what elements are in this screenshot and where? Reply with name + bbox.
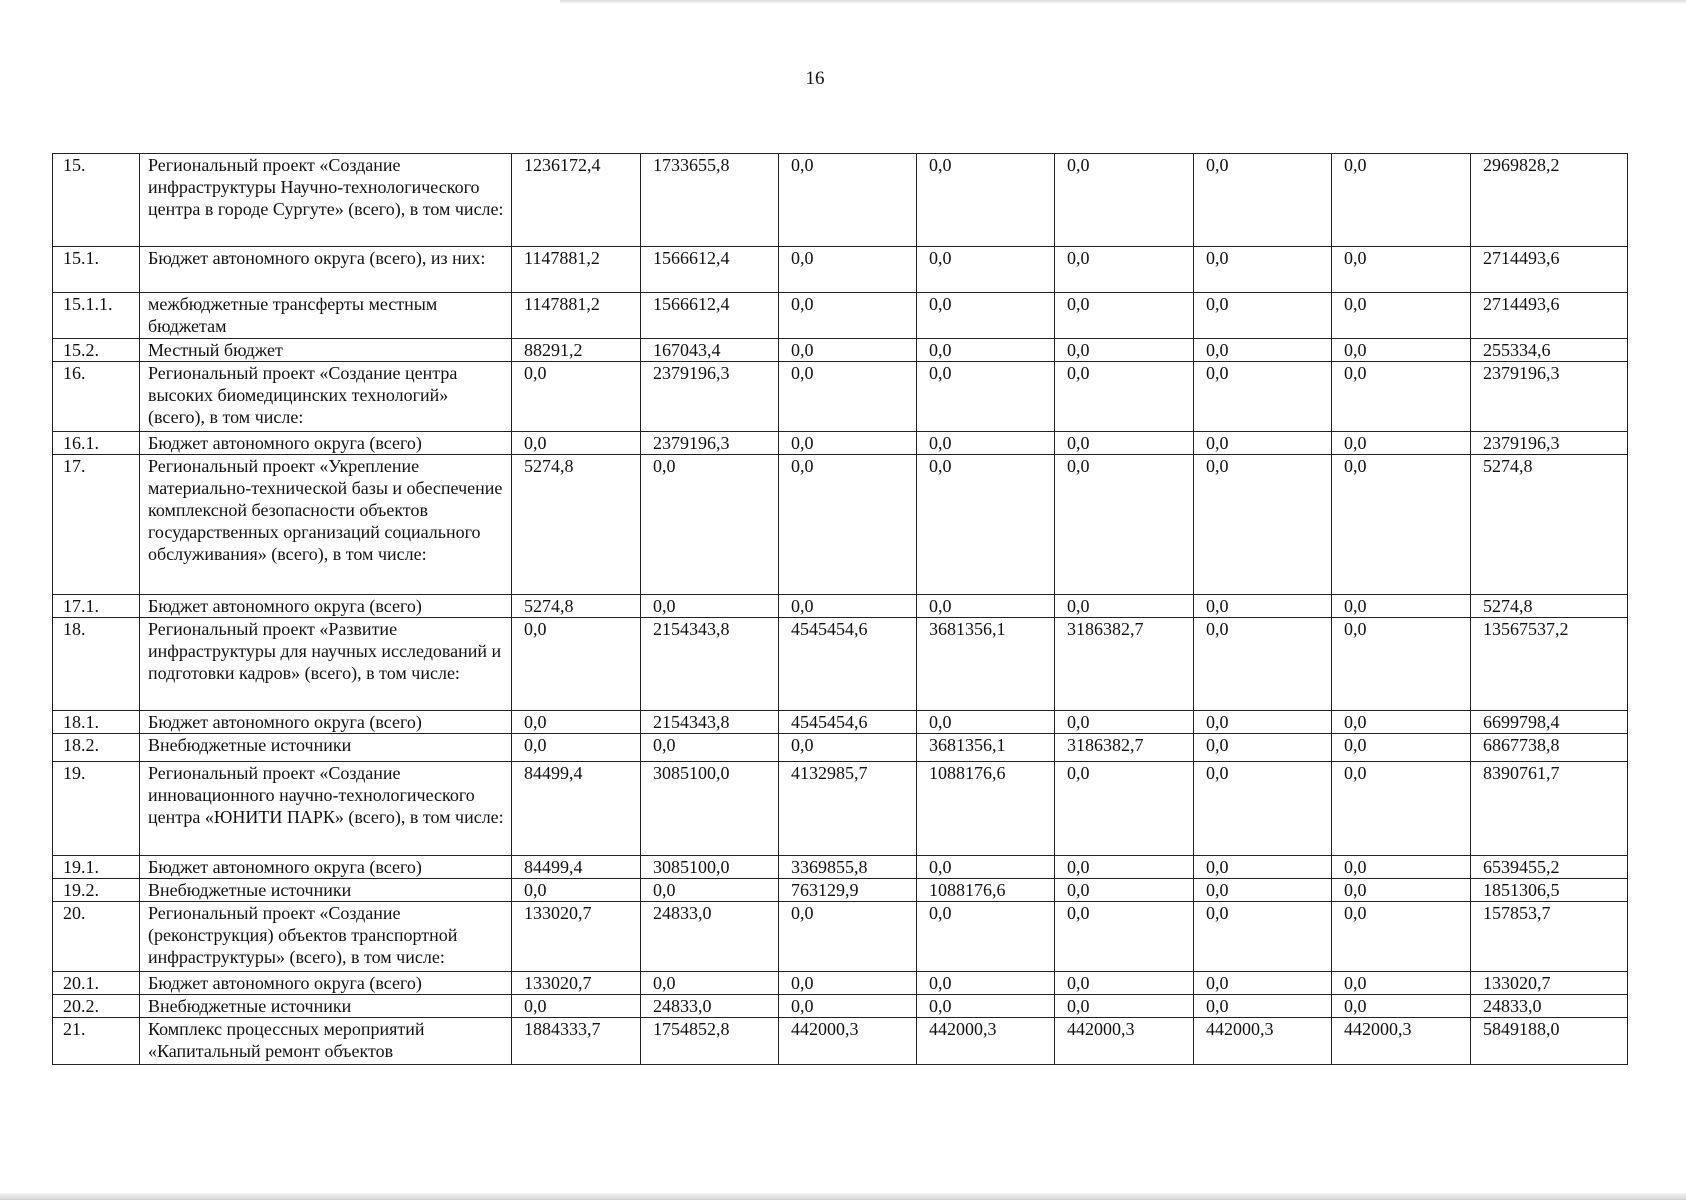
value-cell: 0,0	[1055, 762, 1194, 856]
value-cell: 0,0	[917, 856, 1055, 879]
row-name-cell: Региональный проект «Создание (реконструкция) объектов транспортной инфраструктуры» (всего), в том числе:	[140, 902, 512, 972]
row-number-cell: 15.1.1.	[53, 293, 140, 339]
row-number-cell: 20.1.	[53, 972, 140, 995]
table-row	[53, 856, 1628, 879]
value-cell: 1147881,2	[512, 247, 641, 293]
row-number-cell: 15.2.	[53, 339, 140, 362]
value-cell: 0,0	[779, 247, 917, 293]
value-cell: 442000,3	[917, 1018, 1055, 1065]
row-name-cell: Региональный проект «Укрепление материально-технической базы и обеспечение комплексной безопасности объектов государственных организаций социального обслуживания» (всего), в том числе:	[140, 455, 512, 595]
value-cell: 0,0	[779, 432, 917, 455]
value-cell: 84499,4	[512, 762, 641, 856]
table-row	[53, 618, 1628, 711]
value-cell: 0,0	[1055, 339, 1194, 362]
table-row	[53, 734, 1628, 762]
table-row	[53, 339, 1628, 362]
value-cell: 442000,3	[1194, 1018, 1332, 1065]
value-cell: 0,0	[1332, 972, 1471, 995]
table-body	[53, 154, 1628, 1065]
value-cell: 0,0	[1332, 618, 1471, 711]
value-cell: 3186382,7	[1055, 734, 1194, 762]
value-cell: 0,0	[1194, 432, 1332, 455]
value-cell: 1884333,7	[512, 1018, 641, 1065]
value-cell: 0,0	[1194, 362, 1332, 432]
value-cell: 0,0	[1055, 856, 1194, 879]
value-cell: 2714493,6	[1471, 293, 1628, 339]
value-cell: 3681356,1	[917, 618, 1055, 711]
value-cell: 8390761,7	[1471, 762, 1628, 856]
value-cell: 0,0	[779, 455, 917, 595]
value-cell: 0,0	[917, 247, 1055, 293]
value-cell: 2969828,2	[1471, 154, 1628, 247]
value-cell: 0,0	[1194, 247, 1332, 293]
row-name-cell: Бюджет автономного округа (всего)	[140, 595, 512, 618]
value-cell: 0,0	[1055, 293, 1194, 339]
row-number-cell: 19.	[53, 762, 140, 856]
value-cell: 442000,3	[1055, 1018, 1194, 1065]
row-number-cell: 19.1.	[53, 856, 140, 879]
row-number-cell: 17.	[53, 455, 140, 595]
value-cell: 0,0	[779, 995, 917, 1018]
value-cell: 3681356,1	[917, 734, 1055, 762]
value-cell: 0,0	[917, 972, 1055, 995]
row-number-cell: 21.	[53, 1018, 140, 1065]
value-cell: 5274,8	[512, 595, 641, 618]
row-name-cell: Региональный проект «Развитие инфраструктуры для научных исследований и подготовки кадров» (всего), в том числе:	[140, 618, 512, 711]
value-cell: 5274,8	[1471, 595, 1628, 618]
value-cell: 1088176,6	[917, 879, 1055, 902]
value-cell: 0,0	[1194, 902, 1332, 972]
row-number-cell: 16.1.	[53, 432, 140, 455]
value-cell: 0,0	[1055, 711, 1194, 734]
value-cell: 2379196,3	[1471, 432, 1628, 455]
value-cell: 0,0	[512, 711, 641, 734]
value-cell: 157853,7	[1471, 902, 1628, 972]
value-cell: 0,0	[1055, 432, 1194, 455]
table-row	[53, 972, 1628, 995]
value-cell: 1566612,4	[641, 247, 779, 293]
value-cell: 0,0	[1332, 995, 1471, 1018]
value-cell: 0,0	[512, 995, 641, 1018]
value-cell: 0,0	[779, 595, 917, 618]
value-cell: 88291,2	[512, 339, 641, 362]
table-row	[53, 154, 1628, 247]
value-cell: 1088176,6	[917, 762, 1055, 856]
value-cell: 0,0	[1194, 972, 1332, 995]
value-cell: 0,0	[1194, 154, 1332, 247]
value-cell: 1147881,2	[512, 293, 641, 339]
value-cell: 0,0	[512, 879, 641, 902]
table-row	[53, 995, 1628, 1018]
row-name-cell: межбюджетные трансферты местным бюджетам	[140, 293, 512, 339]
value-cell: 0,0	[1055, 995, 1194, 1018]
value-cell: 0,0	[1194, 339, 1332, 362]
value-cell: 0,0	[1194, 618, 1332, 711]
value-cell: 0,0	[1332, 339, 1471, 362]
value-cell: 0,0	[641, 595, 779, 618]
value-cell: 3186382,7	[1055, 618, 1194, 711]
value-cell: 1566612,4	[641, 293, 779, 339]
value-cell: 0,0	[779, 293, 917, 339]
row-number-cell: 18.2.	[53, 734, 140, 762]
value-cell: 0,0	[1332, 595, 1471, 618]
value-cell: 2379196,3	[641, 362, 779, 432]
scan-edge-top	[560, 0, 1686, 4]
value-cell: 1851306,5	[1471, 879, 1628, 902]
value-cell: 0,0	[1055, 902, 1194, 972]
row-name-cell: Внебюджетные источники	[140, 734, 512, 762]
value-cell: 0,0	[917, 154, 1055, 247]
value-cell: 0,0	[779, 972, 917, 995]
value-cell: 0,0	[1332, 856, 1471, 879]
budget-table	[52, 153, 1628, 1065]
row-name-cell: Внебюджетные источники	[140, 879, 512, 902]
value-cell: 442000,3	[779, 1018, 917, 1065]
value-cell: 133020,7	[512, 902, 641, 972]
value-cell: 3369855,8	[779, 856, 917, 879]
value-cell: 6539455,2	[1471, 856, 1628, 879]
value-cell: 0,0	[1194, 879, 1332, 902]
row-number-cell: 15.1.	[53, 247, 140, 293]
table-row	[53, 879, 1628, 902]
value-cell: 13567537,2	[1471, 618, 1628, 711]
row-name-cell: Бюджет автономного округа (всего)	[140, 432, 512, 455]
value-cell: 6699798,4	[1471, 711, 1628, 734]
row-name-cell: Бюджет автономного округа (всего)	[140, 711, 512, 734]
value-cell: 0,0	[1194, 734, 1332, 762]
value-cell: 2379196,3	[641, 432, 779, 455]
value-cell: 0,0	[641, 879, 779, 902]
row-name-cell: Бюджет автономного округа (всего)	[140, 856, 512, 879]
table-row	[53, 455, 1628, 595]
value-cell: 1733655,8	[641, 154, 779, 247]
value-cell: 1754852,8	[641, 1018, 779, 1065]
value-cell: 0,0	[1332, 362, 1471, 432]
value-cell: 0,0	[917, 362, 1055, 432]
row-name-cell: Внебюджетные источники	[140, 995, 512, 1018]
row-number-cell: 17.1.	[53, 595, 140, 618]
value-cell: 0,0	[917, 432, 1055, 455]
value-cell: 4545454,6	[779, 618, 917, 711]
value-cell: 0,0	[1194, 293, 1332, 339]
value-cell: 4132985,7	[779, 762, 917, 856]
table-row	[53, 902, 1628, 972]
value-cell: 0,0	[1332, 902, 1471, 972]
row-name-cell: Местный бюджет	[140, 339, 512, 362]
value-cell: 0,0	[1332, 734, 1471, 762]
value-cell: 0,0	[779, 339, 917, 362]
value-cell: 0,0	[917, 902, 1055, 972]
value-cell: 0,0	[1332, 154, 1471, 247]
row-name-cell: Региональный проект «Создание инновационного научно-технологического центра «ЮНИТИ ПАРК» (всего), в том числе:	[140, 762, 512, 856]
value-cell: 0,0	[1332, 247, 1471, 293]
value-cell: 167043,4	[641, 339, 779, 362]
value-cell: 0,0	[1194, 856, 1332, 879]
value-cell: 6867738,8	[1471, 734, 1628, 762]
row-number-cell: 20.	[53, 902, 140, 972]
table-row	[53, 247, 1628, 293]
value-cell: 0,0	[1055, 879, 1194, 902]
table-row	[53, 293, 1628, 339]
value-cell: 0,0	[779, 902, 917, 972]
value-cell: 5274,8	[1471, 455, 1628, 595]
page-number: 16	[805, 68, 825, 89]
value-cell: 442000,3	[1332, 1018, 1471, 1065]
value-cell: 0,0	[779, 362, 917, 432]
value-cell: 0,0	[1055, 595, 1194, 618]
value-cell: 0,0	[917, 711, 1055, 734]
value-cell: 1236172,4	[512, 154, 641, 247]
row-name-cell: Комплекс процессных мероприятий «Капитальный ремонт объектов	[140, 1018, 512, 1065]
row-number-cell: 18.1.	[53, 711, 140, 734]
value-cell: 0,0	[512, 362, 641, 432]
value-cell: 133020,7	[1471, 972, 1628, 995]
row-number-cell: 19.2.	[53, 879, 140, 902]
value-cell: 0,0	[917, 455, 1055, 595]
table-row	[53, 362, 1628, 432]
value-cell: 0,0	[779, 154, 917, 247]
value-cell: 133020,7	[512, 972, 641, 995]
table-row	[53, 595, 1628, 618]
row-number-cell: 16.	[53, 362, 140, 432]
row-name-cell: Бюджет автономного округа (всего), из них:	[140, 247, 512, 293]
value-cell: 0,0	[1332, 432, 1471, 455]
value-cell: 0,0	[1332, 762, 1471, 856]
value-cell: 2379196,3	[1471, 362, 1628, 432]
table-row	[53, 762, 1628, 856]
row-name-cell: Региональный проект «Создание центра высоких биомедицинских технологий» (всего), в том числе:	[140, 362, 512, 432]
value-cell: 2154343,8	[641, 618, 779, 711]
table-row	[53, 711, 1628, 734]
value-cell: 0,0	[512, 734, 641, 762]
value-cell: 0,0	[641, 455, 779, 595]
value-cell: 0,0	[512, 432, 641, 455]
value-cell: 0,0	[1055, 455, 1194, 595]
row-number-cell: 15.	[53, 154, 140, 247]
value-cell: 24833,0	[641, 902, 779, 972]
value-cell: 24833,0	[1471, 995, 1628, 1018]
value-cell: 0,0	[1194, 995, 1332, 1018]
value-cell: 0,0	[641, 734, 779, 762]
value-cell: 0,0	[1332, 455, 1471, 595]
value-cell: 255334,6	[1471, 339, 1628, 362]
value-cell: 2714493,6	[1471, 247, 1628, 293]
value-cell: 2154343,8	[641, 711, 779, 734]
value-cell: 84499,4	[512, 856, 641, 879]
value-cell: 0,0	[1194, 455, 1332, 595]
value-cell: 0,0	[779, 734, 917, 762]
scan-edge-bottom	[0, 1193, 1686, 1200]
table-row	[53, 1018, 1628, 1065]
value-cell: 3085100,0	[641, 762, 779, 856]
value-cell: 4545454,6	[779, 711, 917, 734]
value-cell: 0,0	[917, 595, 1055, 618]
value-cell: 763129,9	[779, 879, 917, 902]
value-cell: 0,0	[1055, 247, 1194, 293]
value-cell: 0,0	[1332, 711, 1471, 734]
value-cell: 0,0	[917, 995, 1055, 1018]
value-cell: 24833,0	[641, 995, 779, 1018]
value-cell: 0,0	[917, 339, 1055, 362]
row-number-cell: 18.	[53, 618, 140, 711]
value-cell: 0,0	[1332, 293, 1471, 339]
value-cell: 0,0	[641, 972, 779, 995]
value-cell: 0,0	[1332, 879, 1471, 902]
row-name-cell: Региональный проект «Создание инфраструктуры Научно-технологического центра в городе Сургуте» (всего), в том числе:	[140, 154, 512, 247]
value-cell: 0,0	[917, 293, 1055, 339]
value-cell: 3085100,0	[641, 856, 779, 879]
value-cell: 0,0	[1055, 972, 1194, 995]
value-cell: 0,0	[1055, 154, 1194, 247]
value-cell: 0,0	[1194, 711, 1332, 734]
value-cell: 5274,8	[512, 455, 641, 595]
row-number-cell: 20.2.	[53, 995, 140, 1018]
row-name-cell: Бюджет автономного округа (всего)	[140, 972, 512, 995]
value-cell: 0,0	[1194, 762, 1332, 856]
value-cell: 0,0	[1194, 595, 1332, 618]
value-cell: 0,0	[1055, 362, 1194, 432]
value-cell: 0,0	[512, 618, 641, 711]
table-row	[53, 432, 1628, 455]
value-cell: 5849188,0	[1471, 1018, 1628, 1065]
